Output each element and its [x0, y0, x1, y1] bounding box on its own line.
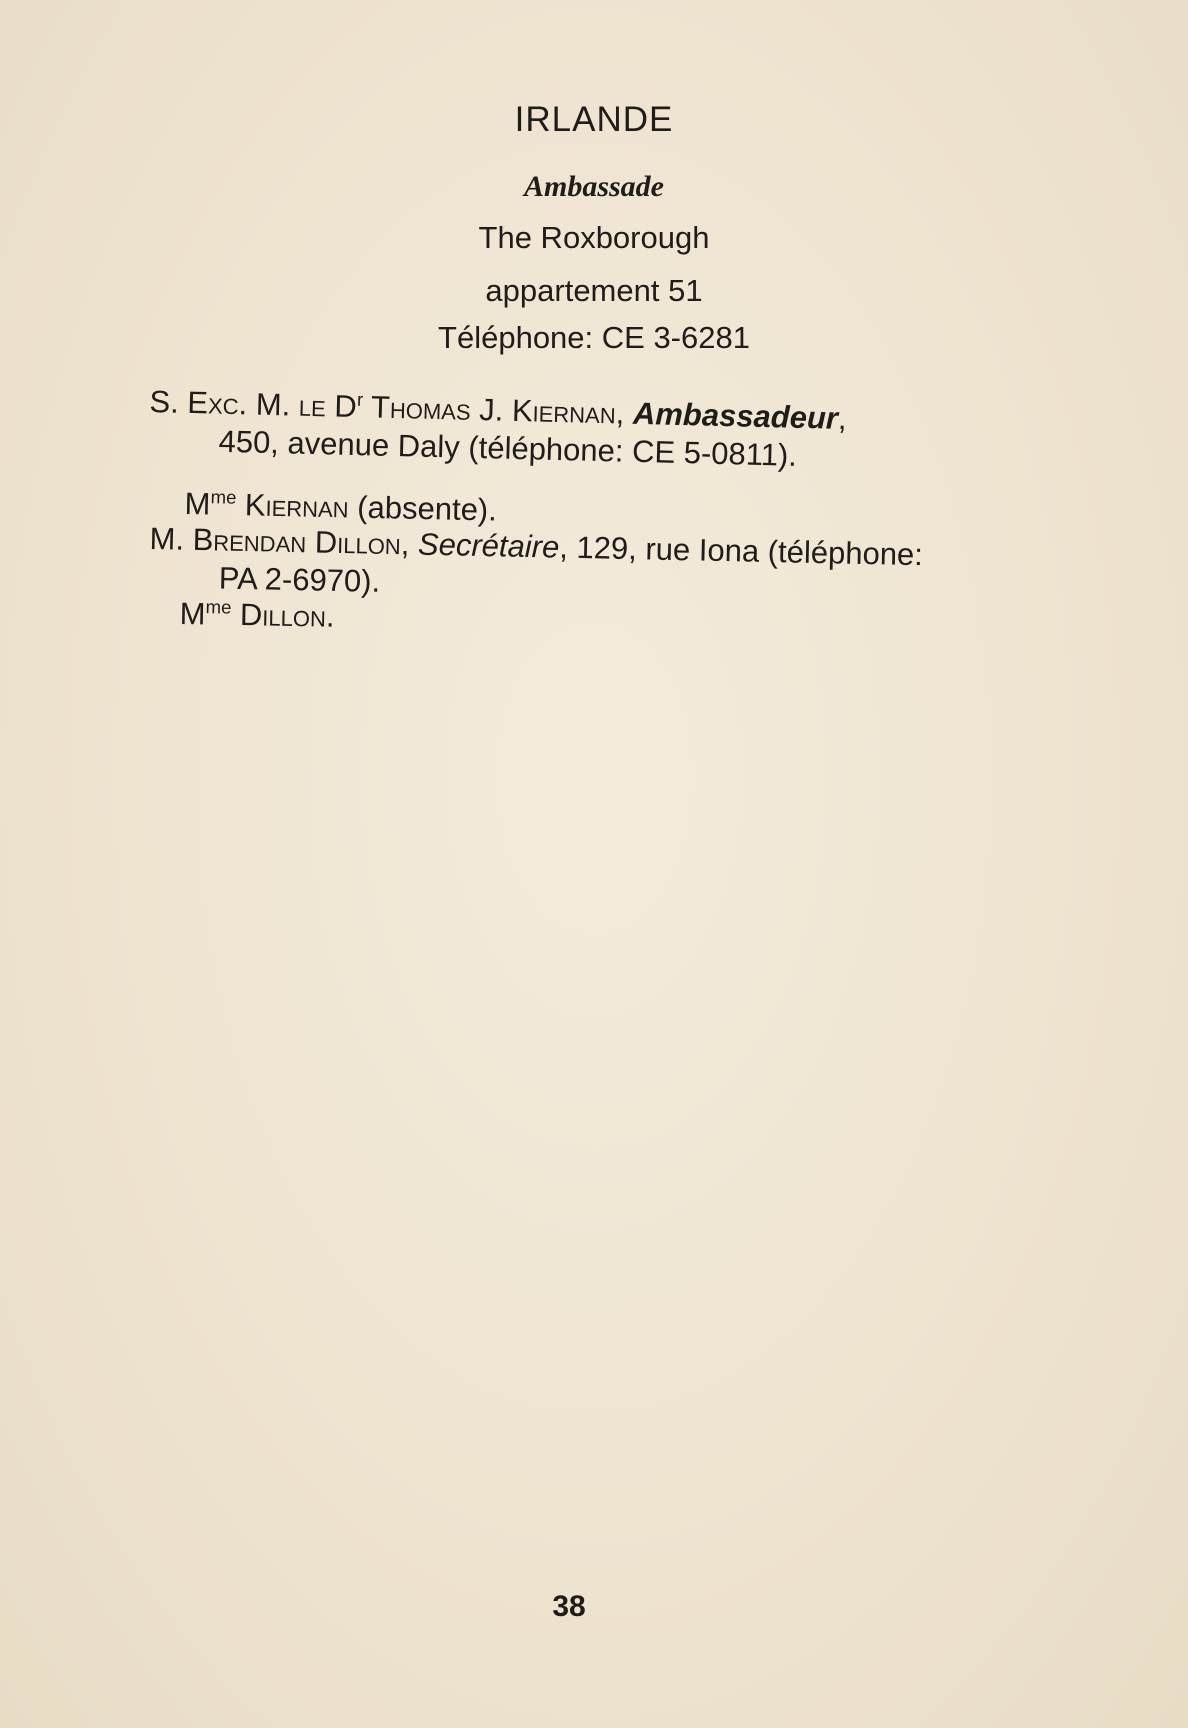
entry-prefix: M — [179, 595, 206, 632]
address-line-1: The Roxborough — [478, 220, 710, 255]
entry-rest: . — [325, 598, 335, 634]
entry-prefix-sup: me — [205, 596, 232, 618]
entry-rest: , 129, rue Iona (téléphone: — [558, 529, 924, 573]
entry-separator: , — [615, 395, 634, 431]
entry-continuation: PA 2-6970). — [218, 560, 381, 599]
entry-prefix: S. Exc. M. le D — [149, 383, 358, 425]
entry-rest: (absente). — [348, 489, 498, 528]
entry-prefix-sup: r — [356, 388, 364, 410]
entry-prefix-sup: me — [210, 486, 237, 508]
entry-title: Secrétaire — [417, 526, 560, 565]
section-heading: Ambassade — [523, 170, 664, 203]
address-line-2: appartement 51 — [485, 273, 703, 308]
phone-line: Téléphone: CE 3-6281 — [438, 320, 750, 355]
entry-separator: , — [400, 526, 419, 562]
entry-ambassador — [148, 383, 1060, 481]
entry-rest: , — [837, 400, 848, 437]
bleed-through-texture — [130, 230, 1070, 1250]
entry-prefix: M — [184, 485, 211, 522]
page-number: 38 — [552, 1590, 586, 1623]
entry-name: Brendan Dillon — [192, 521, 402, 562]
entry-continuation: 450, avenue Daly (téléphone: CE 5-0811). — [218, 423, 798, 473]
entry-prefix: M. — [149, 520, 194, 557]
entry-name: Dillon — [231, 596, 327, 634]
entry-title: Ambassadeur — [632, 395, 839, 436]
entry-name: Thomas J. Kiernan — [362, 389, 617, 431]
country-heading: IRLANDE — [514, 100, 674, 139]
entry-name: Kiernan — [235, 487, 350, 525]
